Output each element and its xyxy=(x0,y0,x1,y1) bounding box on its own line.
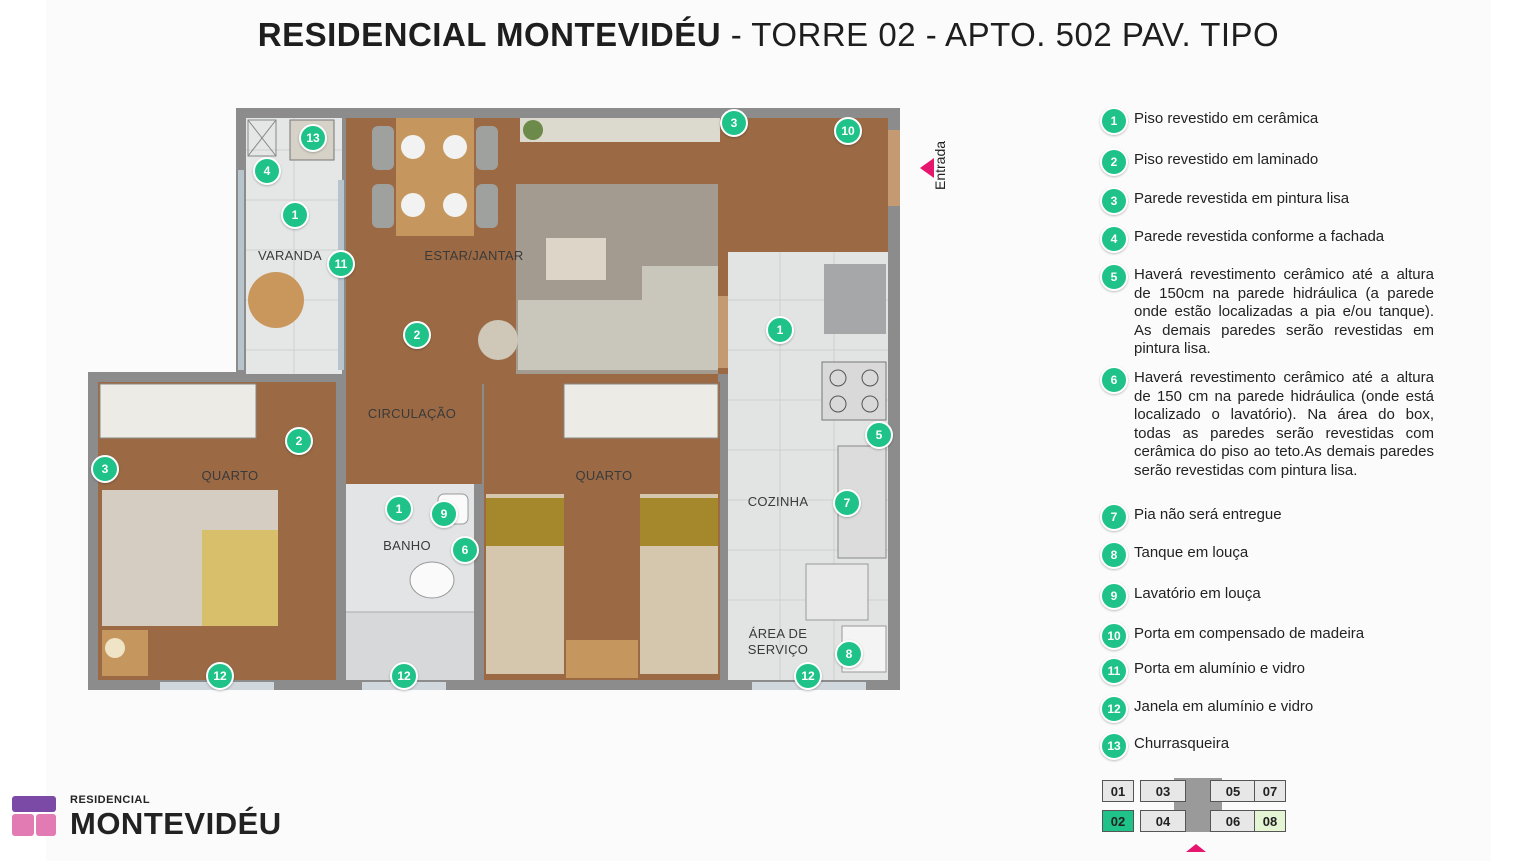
legend-text: Haverá revestimento cerâmico até a altura de 150cm na parede hidráulica (a parede onde estão localizadas a pia e/ou tanque). As demais paredes serão revestidas em pintura lisa. xyxy=(1134,266,1434,357)
key-plan-unit: 06 xyxy=(1210,810,1256,832)
plant xyxy=(523,120,543,140)
chair xyxy=(476,184,498,228)
chair xyxy=(476,126,498,170)
key-plan-unit: 05 xyxy=(1210,780,1256,802)
logo-mark-icon xyxy=(12,792,62,840)
room-label-area-servico-line1: ÁREA DE xyxy=(748,626,808,641)
pin-12: 12 xyxy=(206,662,234,690)
entrada-label: Entrada xyxy=(932,140,948,190)
key-plan-unit: 03 xyxy=(1140,780,1186,802)
legend-badge: 9 xyxy=(1100,582,1128,610)
varanda-table xyxy=(248,272,304,328)
pin-10: 10 xyxy=(834,117,862,145)
dining-table xyxy=(396,118,474,236)
legend-badge: 8 xyxy=(1100,541,1128,569)
chair xyxy=(372,126,394,170)
legend-badge: 5 xyxy=(1100,263,1128,291)
legend-text: Lavatório em louça xyxy=(1134,585,1261,602)
key-plan-unit: 07 xyxy=(1254,780,1286,802)
room-label-banho: BANHO xyxy=(383,538,431,553)
pin-1: 1 xyxy=(385,495,413,523)
title-project-name: RESIDENCIAL MONTEVIDÉU xyxy=(257,16,722,53)
room-label-circulacao: CIRCULAÇÃO xyxy=(367,406,457,421)
plate xyxy=(401,135,425,159)
pin-11: 11 xyxy=(327,250,355,278)
entry-door xyxy=(888,130,900,206)
sofa-chaise xyxy=(642,266,718,370)
logo-text-big: MONTEVIDÉU xyxy=(70,806,282,841)
bed-throw xyxy=(640,498,718,546)
coffee-table xyxy=(546,238,606,280)
legend-badge: 4 xyxy=(1100,225,1128,253)
legend-badge: 6 xyxy=(1100,366,1128,394)
pin-3: 3 xyxy=(91,455,119,483)
legend-badge: 11 xyxy=(1100,657,1128,685)
key-plan-pointer-icon xyxy=(1186,844,1206,852)
legend-text: Churrasqueira xyxy=(1134,735,1230,752)
pin-9: 9 xyxy=(430,500,458,528)
bed-throw xyxy=(486,498,564,546)
brand-logo xyxy=(12,792,312,852)
legend-text: Piso revestido em laminado xyxy=(1134,151,1319,168)
legend-badge: 7 xyxy=(1100,503,1128,531)
tv-console xyxy=(520,118,720,142)
title-unit-info: - TORRE 02 - APTO. 502 PAV. TIPO xyxy=(721,16,1280,53)
pin-6: 6 xyxy=(451,536,479,564)
key-plan-unit-current: 02 xyxy=(1102,810,1134,832)
pin-2: 2 xyxy=(285,427,313,455)
desk xyxy=(566,640,638,678)
wardrobe xyxy=(100,384,256,438)
pin-4: 4 xyxy=(253,157,281,185)
chair xyxy=(372,184,394,228)
legend-text: Haverá revestimento cerâmico até a altura de 150 cm na parede hidráulica (onde está localizado o lavatório). Na área do box, todas as paredes serão revestidas com cerâmica do piso ao teto.As demais paredes serão revestidas com pintura lisa. xyxy=(1134,369,1434,479)
wardrobe xyxy=(564,384,718,438)
plate xyxy=(443,135,467,159)
pin-7: 7 xyxy=(833,489,861,517)
side-table xyxy=(478,320,518,360)
room-label-cozinha: COZINHA xyxy=(747,494,809,509)
stove xyxy=(822,362,886,420)
legend-badge: 3 xyxy=(1100,187,1128,215)
pin-3: 3 xyxy=(720,109,748,137)
room-label-varanda: VARANDA xyxy=(258,248,322,263)
fridge xyxy=(824,264,886,334)
pin-1: 1 xyxy=(281,201,309,229)
logo-text-small: RESIDENCIAL xyxy=(70,794,151,806)
room-label-quarto-2: QUARTO xyxy=(575,468,633,483)
legend-text: Tanque em louça xyxy=(1134,544,1249,561)
legend-badge: 10 xyxy=(1100,622,1128,650)
legend-text: Porta em alumínio e vidro xyxy=(1134,660,1305,677)
legend-badge: 13 xyxy=(1100,732,1128,760)
pin-12: 12 xyxy=(390,662,418,690)
legend-text: Janela em alumínio e vidro xyxy=(1134,698,1314,715)
legend-text: Parede revestida conforme a fachada xyxy=(1134,228,1385,245)
key-plan-unit: 01 xyxy=(1102,780,1134,802)
varanda-glass xyxy=(238,170,244,370)
plate xyxy=(443,193,467,217)
room-label-area-servico-line2: SERVIÇO xyxy=(747,642,809,657)
legend-text: Piso revestido em cerâmica xyxy=(1134,110,1319,127)
pin-1: 1 xyxy=(766,316,794,344)
pin-12: 12 xyxy=(794,662,822,690)
room-label-estar-jantar: ESTAR/JANTAR xyxy=(424,248,524,263)
legend-text: Pia não será entregue xyxy=(1134,506,1282,523)
legend-badge: 1 xyxy=(1100,107,1128,135)
toilet xyxy=(410,562,454,598)
lamp xyxy=(105,638,125,658)
pin-8: 8 xyxy=(835,640,863,668)
room-label-area-servico xyxy=(740,626,816,658)
pin-5: 5 xyxy=(865,421,893,449)
room-label-quarto-1: QUARTO xyxy=(201,468,259,483)
bed-throw xyxy=(202,530,278,626)
key-plan-unit: 04 xyxy=(1140,810,1186,832)
legend-badge: 2 xyxy=(1100,148,1128,176)
legend-badge: 12 xyxy=(1100,695,1128,723)
legend-text: Parede revestida em pintura lisa xyxy=(1134,190,1350,207)
key-plan xyxy=(1100,776,1300,856)
pin-2: 2 xyxy=(403,321,431,349)
pin-13: 13 xyxy=(299,124,327,152)
washing-machine xyxy=(806,564,868,620)
legend-text: Porta em compensado de madeira xyxy=(1134,625,1365,642)
circulacao-floor xyxy=(346,384,482,484)
key-plan-unit: 08 xyxy=(1254,810,1286,832)
plate xyxy=(401,193,425,217)
